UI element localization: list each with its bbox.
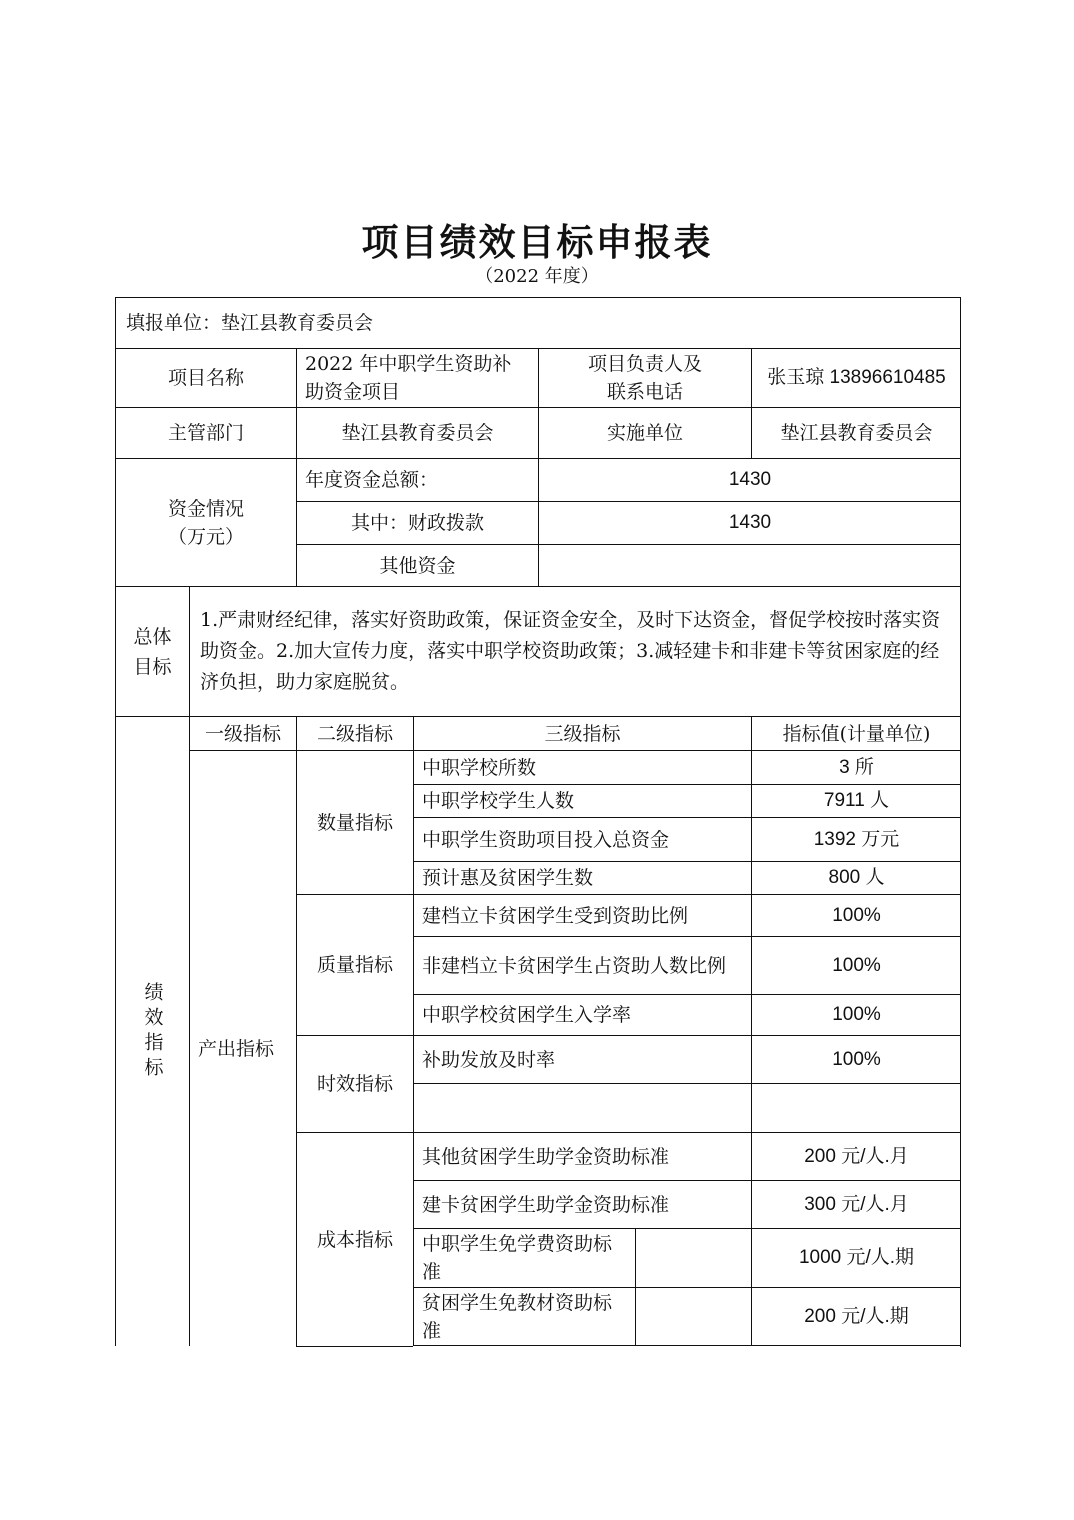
perf-level1-output: 产出指标 bbox=[189, 750, 296, 1346]
goal-label: 总体目标 bbox=[115, 586, 189, 716]
perf-quantity-label: 数量指标 bbox=[296, 750, 413, 894]
perf-cost-label: 成本指标 bbox=[296, 1132, 413, 1346]
page-title: 项目绩效目标申报表 bbox=[361, 221, 713, 264]
table-bottom-border bbox=[296, 1346, 413, 1347]
indicator-value bbox=[751, 1083, 961, 1132]
funds-total-label: 年度资金总额： bbox=[296, 458, 538, 501]
page-subtitle: （2022 年度） bbox=[475, 266, 599, 287]
perf-header-level3: 三级指标 bbox=[413, 716, 751, 750]
indicator-value: 100% bbox=[751, 894, 961, 936]
indicator-name: 建卡贫困学生助学金资助标准 bbox=[413, 1180, 751, 1228]
indicator-value: 300 元/人.月 bbox=[751, 1180, 961, 1228]
indicator-name: 中职学生免学费资助标准 bbox=[413, 1228, 635, 1287]
indicator-value: 200 元/人.期 bbox=[751, 1287, 961, 1346]
perf-header-value: 指标值(计量单位) bbox=[751, 716, 961, 750]
indicator-name: 非建档立卡贫困学生占资助人数比例 bbox=[413, 936, 751, 994]
indicator-blank-cell bbox=[635, 1228, 751, 1287]
table-right-border bbox=[960, 297, 961, 1347]
perf-header-level1: 一级指标 bbox=[189, 716, 296, 750]
impl-label: 实施单位 bbox=[538, 407, 751, 458]
indicator-name: 其他贫困学生助学金资助标准 bbox=[413, 1132, 751, 1180]
perf-label: 绩效指标 bbox=[115, 716, 189, 1346]
indicator-value: 100% bbox=[751, 1035, 961, 1083]
indicator-name: 补助发放及时率 bbox=[413, 1035, 751, 1083]
indicator-value: 1392 万元 bbox=[751, 817, 961, 861]
indicator-name: 中职学生资助项目投入总资金 bbox=[413, 817, 751, 861]
project-name-value: 2022 年中职学生资助补助资金项目 bbox=[296, 348, 538, 407]
indicator-value: 7911 人 bbox=[751, 784, 961, 817]
indicator-name: 建档立卡贫困学生受到资助比例 bbox=[413, 894, 751, 936]
perf-header-level2: 二级指标 bbox=[296, 716, 413, 750]
impl-value: 垫江县教育委员会 bbox=[751, 407, 961, 458]
indicator-value: 1000 元/人.期 bbox=[751, 1228, 961, 1287]
indicator-name: 预计惠及贫困学生数 bbox=[413, 861, 751, 894]
dept-label: 主管部门 bbox=[115, 407, 296, 458]
project-name-label: 项目名称 bbox=[115, 348, 296, 407]
indicator-name bbox=[413, 1083, 751, 1132]
indicator-name: 中职学校贫困学生入学率 bbox=[413, 994, 751, 1035]
owner-value: 张玉琼 13896610485 bbox=[751, 348, 961, 407]
perf-time-label: 时效指标 bbox=[296, 1035, 413, 1132]
funds-label: 资金情况（万元） bbox=[115, 458, 296, 586]
owner-label: 项目负责人及联系电话 bbox=[538, 348, 751, 407]
indicator-value: 100% bbox=[751, 994, 961, 1035]
indicator-name: 贫困学生免教材资助标准 bbox=[413, 1287, 635, 1346]
indicator-value: 800 人 bbox=[751, 861, 961, 894]
goal-text: 1.严肃财经纪律，落实好资助政策，保证资金安全，及时下达资金，督促学校按时落实资助资金。2.加大宣传力度，落实中职学校资助政策；3.减轻建卡和非建卡等贫困家庭的经济负担，助力家庭脱贫。 bbox=[189, 586, 961, 716]
indicator-value: 3 所 bbox=[751, 750, 961, 784]
indicator-blank-cell bbox=[635, 1287, 751, 1346]
funds-other-label: 其他资金 bbox=[296, 544, 538, 586]
funds-fiscal-value: 1430 bbox=[538, 501, 961, 544]
funds-total-value: 1430 bbox=[538, 458, 961, 501]
funds-other-value bbox=[538, 544, 961, 586]
indicator-value: 100% bbox=[751, 936, 961, 994]
indicator-value: 200 元/人.月 bbox=[751, 1132, 961, 1180]
perf-quality-label: 质量指标 bbox=[296, 894, 413, 1035]
indicator-name: 中职学校学生人数 bbox=[413, 784, 751, 817]
fill-unit: 填报单位：垫江县教育委员会 bbox=[115, 297, 961, 348]
dept-value: 垫江县教育委员会 bbox=[296, 407, 538, 458]
funds-fiscal-label: 其中：财政拨款 bbox=[296, 501, 538, 544]
indicator-name: 中职学校所数 bbox=[413, 750, 751, 784]
